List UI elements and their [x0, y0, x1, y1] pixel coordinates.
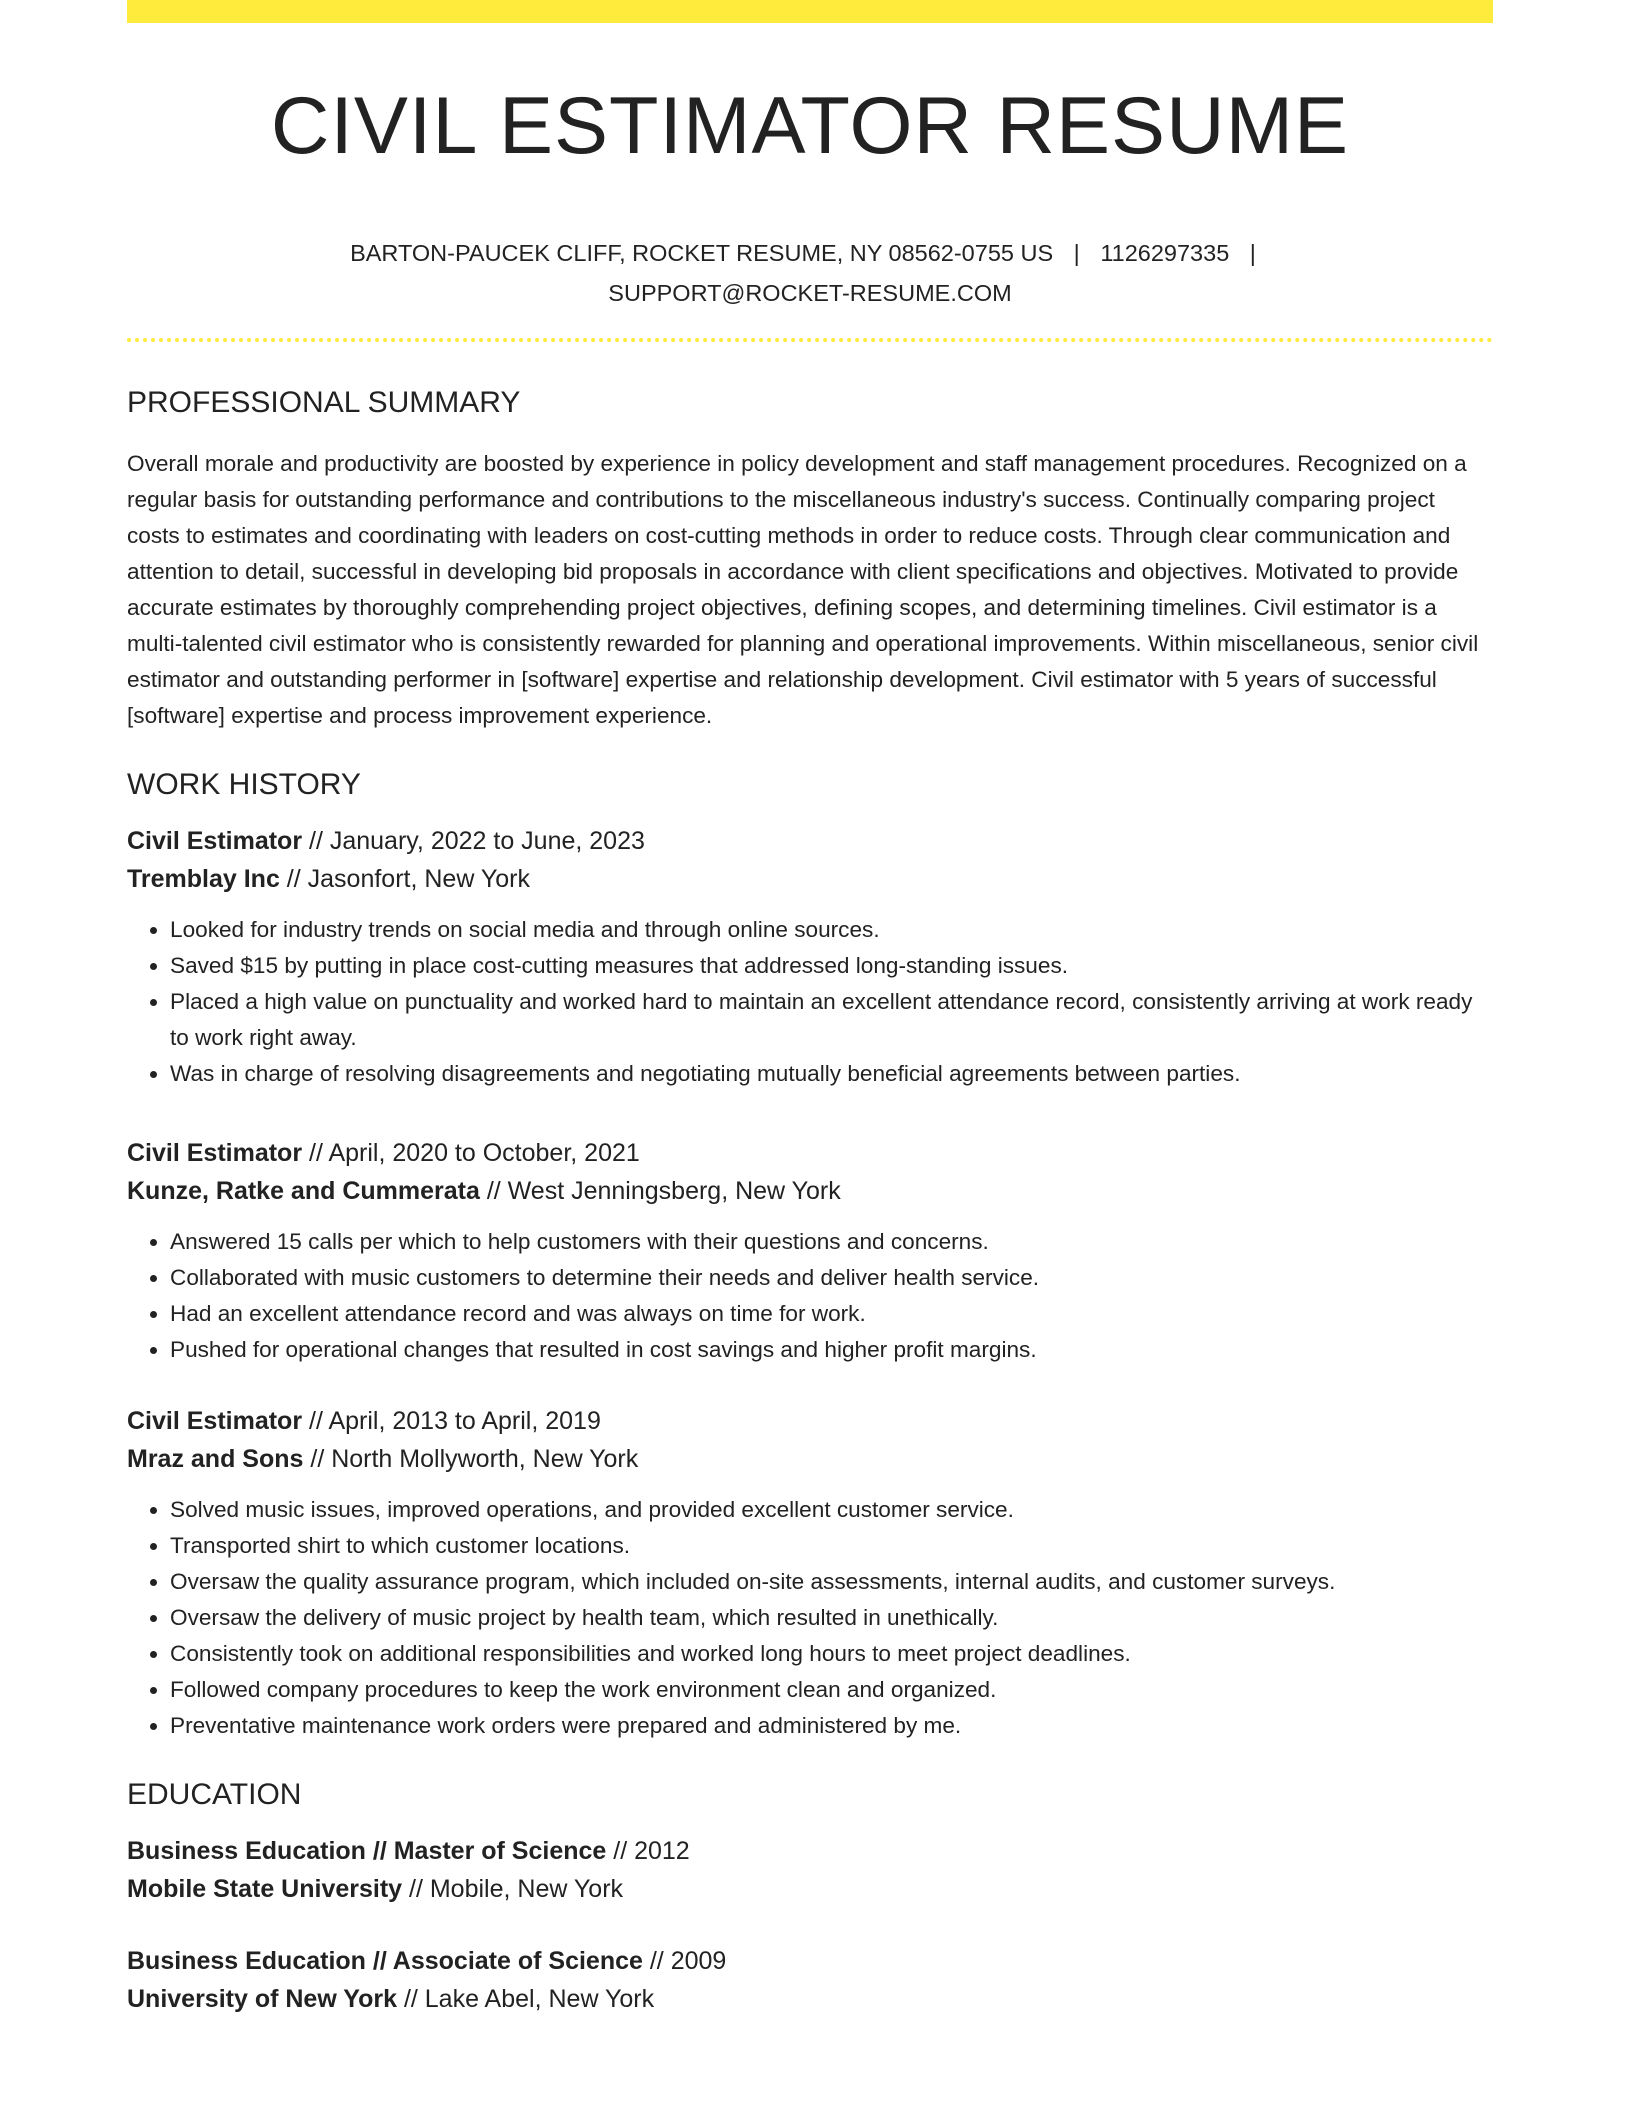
- education-year: // 2009: [642, 1947, 727, 1975]
- job-bullet: • Solved music issues, improved operations, and provided excellent customer service.: [170, 1492, 1493, 1528]
- contact-address: BARTON-PAUCEK CLIFF, ROCKET RESUME, NY 08562-0755 US: [350, 240, 1054, 266]
- job-bullet: • Transported shirt to which customer locations.: [170, 1528, 1493, 1564]
- education-degree-line: [127, 1832, 1493, 1870]
- contact-separator: |: [1249, 240, 1256, 266]
- job-entry: [127, 822, 1493, 1092]
- contact-line-1: [127, 233, 1493, 273]
- education-school-line: [127, 1870, 1493, 1908]
- contact-line-2: [127, 273, 1493, 313]
- job-dates: // April, 2020 to October, 2021: [302, 1139, 640, 1167]
- education-location: // Mobile, New York: [402, 1875, 624, 1903]
- job-bullet: • Placed a high value on punctuality and worked hard to maintain an excellent attendance record, consistently arriving at work ready to work right away.: [170, 984, 1493, 1056]
- contact-separator: |: [1073, 240, 1080, 266]
- summary-heading: PROFESSIONAL SUMMARY: [127, 386, 521, 419]
- job-bullet: • Preventative maintenance work orders were prepared and administered by me.: [170, 1708, 1493, 1744]
- job-entry: [127, 1402, 1493, 1744]
- education-entry: [127, 1832, 1493, 1908]
- education-location: // Lake Abel, New York: [397, 1985, 655, 2013]
- job-bullet: • Pushed for operational changes that resulted in cost savings and higher profit margins.: [170, 1332, 1493, 1368]
- job-dates: // January, 2022 to June, 2023: [302, 827, 645, 855]
- contact-info: [127, 233, 1493, 313]
- education-school-line: [127, 1980, 1493, 2018]
- job-bullet: • Answered 15 calls per which to help customers with their questions and concerns.: [170, 1224, 1493, 1260]
- job-title-line: [127, 1402, 1493, 1440]
- education-school: University of New York: [127, 1985, 397, 2013]
- job-location: // North Mollyworth, New York: [303, 1445, 639, 1473]
- education-degree: Business Education // Associate of Science: [127, 1947, 643, 1975]
- job-bullet: • Followed company procedures to keep the work environment clean and organized.: [170, 1672, 1493, 1708]
- job-bullet: • Collaborated with music customers to determine their needs and deliver health service.: [170, 1260, 1493, 1296]
- summary-text: Overall morale and productivity are boosted by experience in policy development and staff management procedures. Recognized on a regular basis for outstanding performance and contributions to the miscellaneous industry's success. Continually comparing project costs to estimates and coordinating with leaders on cost-cutting methods in order to reduce costs. Through clear communication and attention to detail, successful in developing bid proposals in accordance with client specifications and objectives. Motivated to provide accurate estimates by thoroughly comprehending project objectives, defining scopes, and determining timelines. Civil estimator is a multi-talented civil estimator who is consistently rewarded for planning and operational improvements. Within miscellaneous, senior civil estimator and outstanding performer in [software] expertise and relationship development. Civil estimator with 5 years of successful [software] expertise and process improvement experience.: [127, 451, 1479, 728]
- education-heading: EDUCATION: [127, 1778, 302, 1811]
- job-company: Mraz and Sons: [127, 1445, 304, 1473]
- job-dates: // April, 2013 to April, 2019: [302, 1407, 601, 1435]
- top-accent-bar: [127, 0, 1493, 23]
- resume-page: [127, 0, 1493, 2018]
- education-year: // 2012: [606, 1837, 690, 1865]
- job-bullet: • Saved $15 by putting in place cost-cutting measures that addressed long-standing issues.: [170, 948, 1493, 984]
- contact-phone: 1126297335: [1100, 240, 1230, 266]
- job-bullet: • Oversaw the quality assurance program, which included on-site assessments, internal audits, and customer surveys.: [170, 1564, 1493, 1600]
- job-company-line: [127, 860, 1493, 898]
- job-bullet: • Was in charge of resolving disagreements and negotiating mutually beneficial agreements between parties.: [170, 1056, 1493, 1092]
- resume-title: CIVIL ESTIMATOR RESUME: [270, 81, 1350, 171]
- education-degree-line: [127, 1942, 1493, 1980]
- job-title: Civil Estimator: [127, 827, 303, 855]
- job-bullet: • Oversaw the delivery of music project by health team, which resulted in unethically.: [170, 1600, 1493, 1636]
- education-degree: Business Education // Master of Science: [127, 1837, 607, 1865]
- job-title: Civil Estimator: [127, 1139, 303, 1167]
- job-location: // West Jenningsberg, New York: [479, 1177, 841, 1205]
- job-company-line: [127, 1172, 1493, 1210]
- job-company: Kunze, Ratke and Cummerata: [127, 1177, 480, 1205]
- job-entry: [127, 1134, 1493, 1368]
- job-bullet: • Looked for industry trends on social media and through online sources.: [170, 912, 1493, 948]
- education-entry: [127, 1942, 1493, 2018]
- job-bullet-list: [127, 1224, 1493, 1368]
- job-location: // Jasonfort, New York: [279, 865, 530, 893]
- work-history-heading: WORK HISTORY: [127, 768, 361, 801]
- job-title: Civil Estimator: [127, 1407, 303, 1435]
- job-title-line: [127, 822, 1493, 860]
- job-bullet-list: [127, 1492, 1493, 1744]
- job-title-line: [127, 1134, 1493, 1172]
- education-school: Mobile State University: [127, 1875, 403, 1903]
- job-bullet-list: [127, 912, 1493, 1092]
- job-company-line: [127, 1440, 1493, 1478]
- job-company: Tremblay Inc: [127, 865, 280, 893]
- contact-email: SUPPORT@ROCKET-RESUME.COM: [608, 280, 1012, 306]
- job-bullet: • Consistently took on additional responsibilities and worked long hours to meet project deadlines.: [170, 1636, 1493, 1672]
- dotted-divider: [127, 338, 1493, 342]
- job-bullet: • Had an excellent attendance record and was always on time for work.: [170, 1296, 1493, 1332]
